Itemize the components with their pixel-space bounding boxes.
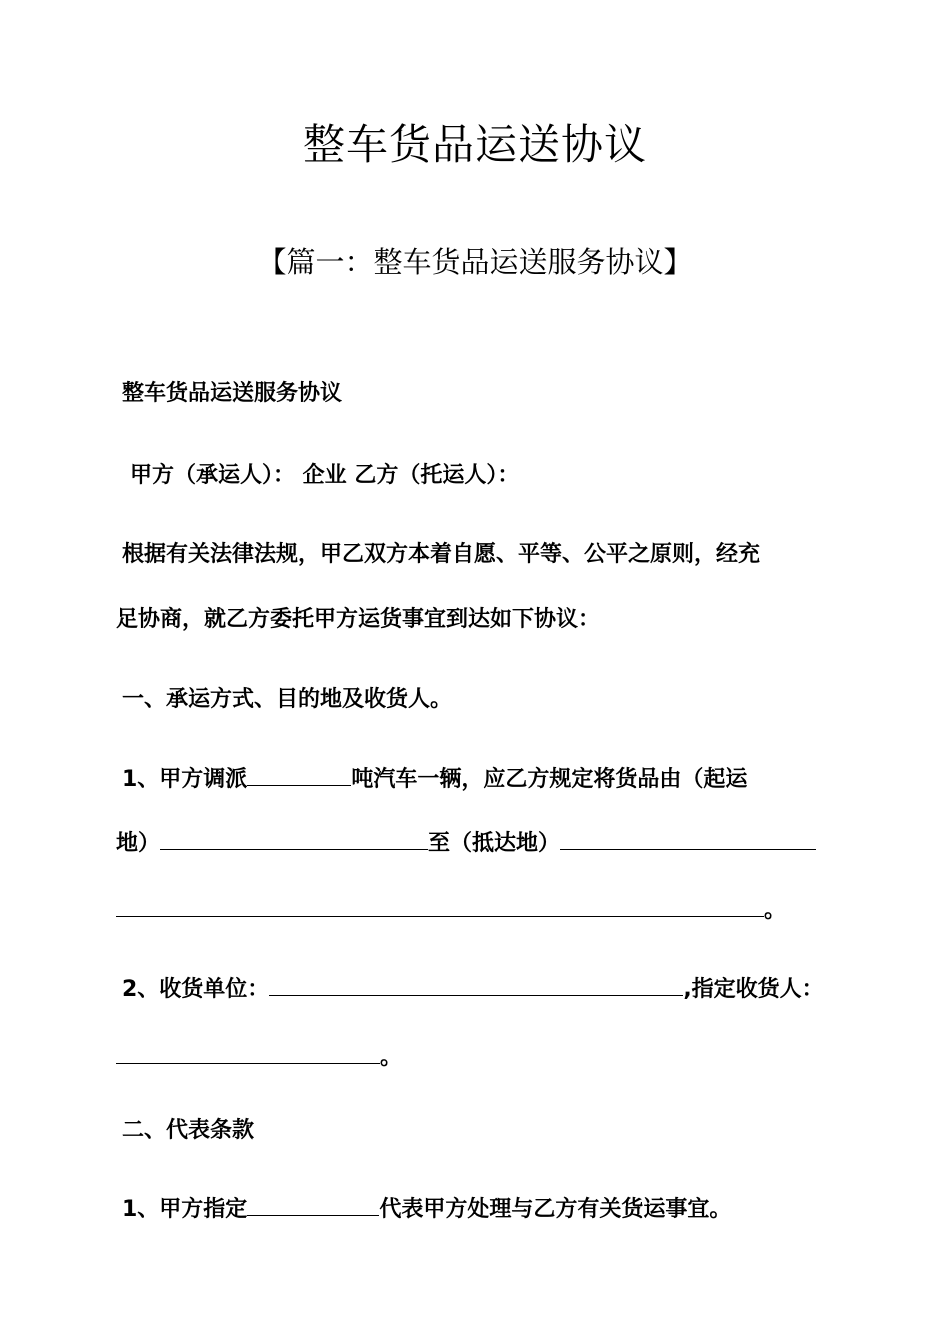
origin-blank[interactable] [160, 827, 428, 850]
item-1-line-3-end: 。 [764, 898, 787, 923]
parties-line: 甲方（承运人）： 企业 乙方（托运人）： [130, 463, 520, 488]
designated-consignee-label: ,指定收货人： [683, 977, 824, 1002]
representative-blank[interactable] [247, 1193, 379, 1216]
tonnage-blank[interactable] [247, 763, 351, 786]
item-1-text-a: 1、甲方调派 [122, 767, 248, 792]
designated-consignee-blank[interactable] [116, 1041, 380, 1064]
item-1-text-b: 吨汽车一辆，应乙方规定将货品由（起运 [351, 767, 748, 792]
destination-blank[interactable] [560, 827, 816, 850]
item-2-line-1 [122, 972, 824, 1003]
agreement-heading: 整车货品运送服务协议 [122, 381, 343, 406]
consignee-unit-label: 2、收货单位： [122, 977, 270, 1002]
section-2-item-1 [122, 1192, 731, 1223]
document-subtitle: 【篇一：整车货品运送服务协议】 [257, 245, 693, 279]
item-1-line-1 [122, 762, 747, 793]
section-2-item-1-text-b: 代表甲方处理与乙方有关货运事宜。 [379, 1197, 732, 1222]
item-2-line-2 [116, 1040, 402, 1071]
intro-line-1: 根据有关法律法规，甲乙双方本着自愿、平等、公平之原则，经充 [122, 542, 761, 567]
origin-label: 地） [116, 831, 161, 856]
intro-line-2: 足协商，就乙方委托甲方运货事宜到达如下协议： [116, 607, 601, 632]
section-1-heading: 一、承运方式、目的地及收货人。 [122, 687, 453, 712]
section-2-heading: 二、代表条款 [122, 1118, 255, 1143]
item-2-line-2-end: 。 [380, 1045, 403, 1070]
destination-label: 至（抵达地） [428, 831, 561, 856]
destination-blank-continued[interactable] [116, 894, 764, 917]
item-1-line-2 [116, 826, 816, 857]
consignee-unit-blank[interactable] [269, 973, 683, 996]
item-1-line-3 [116, 893, 786, 924]
document-title: 整车货品运送协议 [302, 120, 647, 169]
section-2-item-1-text-a: 1、甲方指定 [122, 1197, 248, 1222]
